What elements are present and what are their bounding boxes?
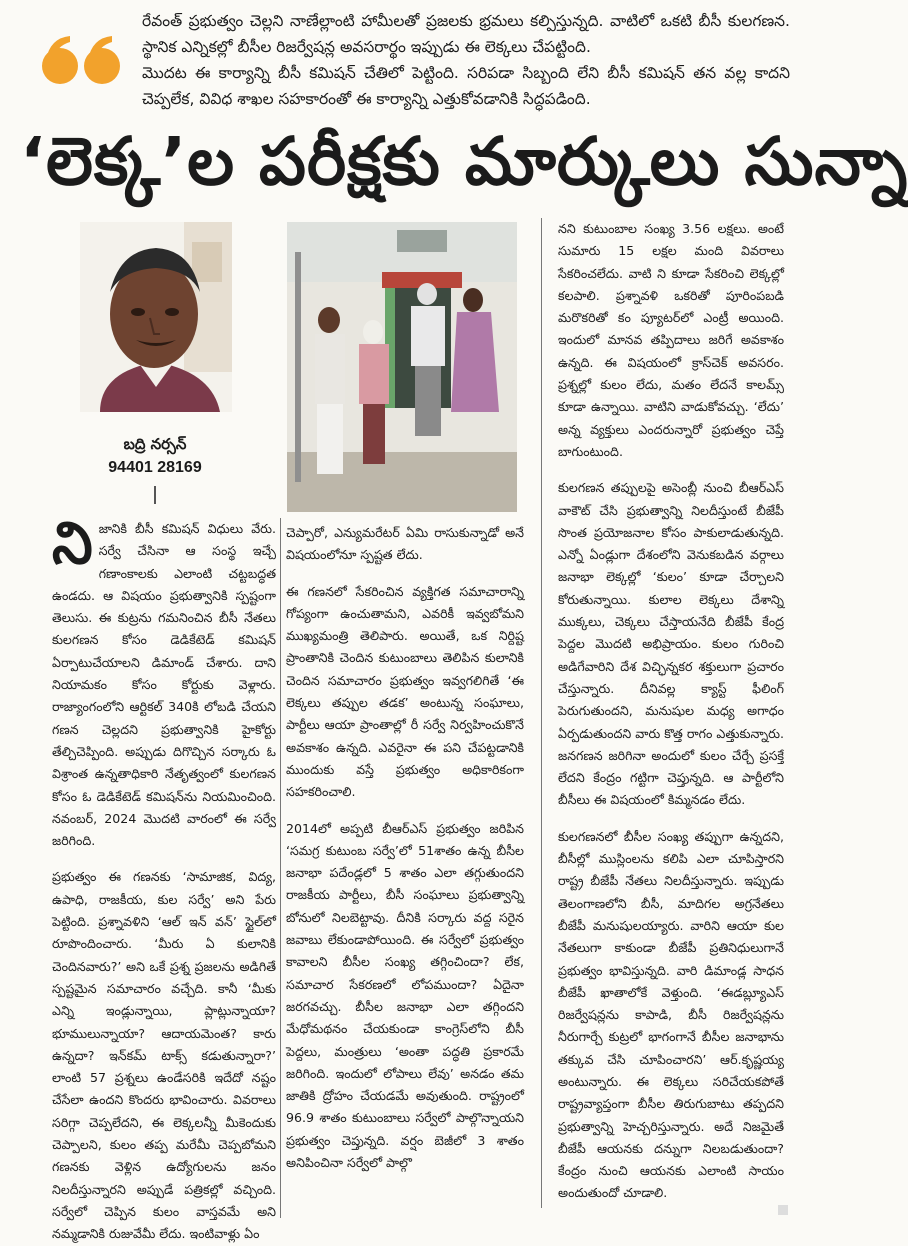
article-column-2 (286, 522, 524, 1212)
headline: ‘లెక్క’ల పరీక్షకు మార్కులు సున్నా (20, 123, 908, 200)
survey-photo (287, 222, 517, 512)
author-divider (154, 486, 156, 504)
author-block (70, 432, 240, 504)
author-portrait (80, 222, 232, 412)
column-rule-1 (280, 518, 281, 1218)
article-column-1 (52, 509, 276, 1242)
col3-paragraph-3: కులగణనలో బీసీల సంఖ్య తప్పుగా ఉన్నదని, బీసీల్లో ముస్లింలను కలిపి ఎలా చూపిస్తారని రాష్ట్ర బీజేపీ నేతలు నిలదీస్తున్నారు. ఇప్పుడు తెలంగాణలోని బీసీ, మాదిగల అగ్రనేతలు బీజేపీ మనుషులయ్యారు. వారిని ఆయా కుల నేతలుగా కాకుండా బీజేపీ ప్రతినిధులుగానే ప్రభుత్వం భావిస్తున్నది. వారి డిమాండ్ల సాధన బీజేపీ ఖాతాలోకే వెళ్తుంది. ‘ఈడబ్ల్యూఎస్ రిజర్వేషన్లను కాపాడి, బీసీ రిజర్వేషన్లను నీరుగార్చే కుట్రలో భాగంగానే బీసీల జనాభాను తక్కువ చేసి చూపించారని’ ఆర్.కృష్ణయ్య అంటున్నారు. ఈ లెక్కలు సరిచేయకపోతే రాష్ట్రవ్యాప్తంగా బీసీల తిరుగుబాటు తప్పదని ప్రభుత్వాన్ని హెచ్చరిస్తున్నారు. అదే నిజమైతే బీజేపీ ఆయనకు దన్నుగా నిలబడుతుందా? కేంద్రం నుంచి ఆయనకు ఎలాంటి సాయం అందుతుందో చూడాలి. (558, 828, 784, 1201)
lead-paragraph (142, 8, 790, 112)
article-column-3 (558, 218, 784, 1208)
col1-paragraph-1 (52, 509, 276, 852)
col1-paragraph-1-text: జానికి బీసీ కమిషన్ విధులు వేరు. సర్వే చేసినా ఆ సంస్థ ఇచ్చే గణాంకాలకు ఎలాంటి చట్టబద్ధత ఉండదు. ఆ విషయం ప్రభుత్వానికి స్పష్టంగా తెలుసు. ఈ కుట్రను గమనించిన బీసీ నేతలు కులగణన కోసం డెడికేటెడ్ కమిషన్ ఏర్పాటుచేయాలని డిమాండ్ చేశారు. దాని నియామకం కోసం కోర్టుకు వెళ్లారు. రాజ్యాంగంలోని ఆర్టికల్ 340కి లోబడి చేయని గణన చెల్లదని ప్రభుత్వానికి హైకోర్టు తేల్చిచెప్పింది. అప్పుడు దిగొచ్చిన సర్కారు ఓ విశ్రాంత ఉన్నతాధికారి నేతృత్వంలో కులగణన కోసం ఓ డెడికేటెడ్ కమిషన్‌ను నియమించింది. నవంబర్, 2024 మొదటి వారంలో ఈ సర్వే జరిగింది. (52, 521, 276, 849)
quote-marks-icon (40, 30, 126, 90)
lead-line-2: మొదట ఈ కార్యాన్ని బీసీ కమిషన్ చేతిలో పెట్టింది. సరిపడా సిబ్బంది లేని బీసీ కమిషన్ తన వల్ల కాదని చెప్పలేక, వివిధ శాఖల సహకారంతో ఈ కార్యాన్ని ఎత్తుకోవడానికి సిద్ధపడింది. (142, 64, 790, 108)
col1-paragraph-2: ప్రభుత్వం ఈ గణనకు ‘సామాజిక, విద్య, ఉపాధి, రాజకీయ, కుల సర్వే’ అని పేరు పెట్టింది. ప్రశ్నావళిని ‘ఆల్ ఇన్ వన్’ స్టైల్‌లో రూపొందించారు. ‘మీరు ఏ కులానికి చెందినవారు?’ అని ఒకే ప్రశ్న ప్రజలను అడిగితే స్పష్టమైన సమాచారం వచ్చేది. కానీ ‘మీకు ఎన్ని ఇండ్లున్నాయి, ప్లాట్లున్నాయా? భూములున్నాయా? ఆదాయమెంత? కారు ఉన్నదా? ఇన్‌కమ్ టాక్స్ కడుతున్నారా?’ లాంటి 57 ప్రశ్నలు ఉండేసరికి ఇదేదో నష్టం చేసేలా ఉందని కొందరు భావించారు. వివరాలు సరిగ్గా చెప్పలేదని, ఈ లెక్కలన్నీ మీకెందుకు చెప్పాలని, కులం తప్ప మరేమీ చెప్పబోమని గణనకు వెళ్లిన ఉద్యోగులను జనం నిలదీస్తున్నారని అప్పుడే పత్రికల్లో వచ్చింది. సర్వేలో చెప్పిన కులం వాస్తవమే అని నమ్మడానికి రుజువేమీ లేదు. ఇంటివాళ్లు ఏం (52, 869, 276, 1242)
col2-paragraph-2: ఈ గణనలో సేకరించిన వ్యక్తిగత సమాచారాన్ని గోప్యంగా ఉంచుతామని, ఎవరికీ ఇవ్వబోమని ముఖ్యమంత్రి తెలిపారు. అయితే, ఒక నిర్దిష్ట ప్రాంతానికి చెందిన కుటుంబాలు తెలిపిన కులానికి చెందిన సమాచారం ప్రభుత్వం ఇవ్వగలిగితే ‘ఈ లెక్కలు తప్పుల తడక’ అంటున్న సంఘాలు, పార్టీలు ఆయా ప్రాంతాల్లో రీ సర్వే నిర్వహించుకొనే అవకాశం ఉన్నది. ఎవరైనా ఈ పని చేపట్టడానికి ముందుకు వస్తే ప్రభుత్వం అధికారికంగా సహకరించాలి. (286, 583, 524, 800)
col2-paragraph-3: 2014లో అప్పటి బీఆర్ఎస్ ప్రభుత్వం జరిపిన ‘సమగ్ర కుటుంబ సర్వే’లో 51శాతం ఉన్న బీసీల జనాభా పదేండ్లలో 5 శాతం ఎలా తగ్గుతుందని రాజకీయ పార్టీలు, బీసీ సంఘాలు ప్రభుత్వాన్ని బోనులో నిలబెట్టావు. దీనికి సర్కారు వద్ద సరైన జవాబు లేకుండాపోయింది. ఈ సర్వేలో ప్రభుత్వం కావాలని బీసీల సంఖ్య తగ్గించిందా? లేక, సమాచార సేకరణలో లోపముందా? ఏదైనా జరగవచ్చు. బీసీల జనాభా ఎలా తగ్గిందని మేధోమథనం చేయకుండా కాంగ్రెస్‌లోని బీసీ పెద్దలు, మంత్రులు ‘అంతా పద్ధతి ప్రకారమే జరిగింది. ఇందులో లోపాలు లేవు’ అనడం తమ జాతికి ద్రోహం చేయడమే అవుతుంది. రాష్ట్రంలో 96.9 శాతం కుటుంబాలు సర్వేలో పాల్గొన్నాయని ప్రభుత్వం చెప్తున్నది. వర్షం బెజీలో 3 శాతం అనిపించినా సర్వేలో పాల్గొ (286, 820, 524, 1171)
author-name: బద్రి నర్సన్ (123, 435, 187, 453)
col3-paragraph-1: నని కుటుంబాల సంఖ్య 3.56 లక్షలు. అంటే సుమారు 15 లక్షల మంది వివరాలు సేకరించలేదు. వాటి ని కూడా సేకరించి లెక్కల్లో కలపాలి. ప్రశ్నావళి ఒకరితో పూరింపబడి మరొకరితో కం ప్యూటర్‌లో ఎంట్రీ అయింది. ఇందులో మానవ తప్పిదాలు జరిగే అవకాశం ఉన్నది. ఈ విషయంలో క్రాస్‌చెక్ అవసరం. ప్రశ్నల్లో కులం లేదు, మతం లేదనే కాలమ్స్ కూడా ఉన్నాయి. వాటిని వాడుకోవచ్చు. ‘లేదు’ అన్న వ్యక్తులు ఎందరున్నారో ప్రభుత్వం చెప్తే బాగుంటుంది. (558, 221, 784, 459)
drop-cap: ని (52, 509, 93, 577)
author-phone: 94401 28169 (108, 459, 202, 476)
lead-line-1: రేవంత్ ప్రభుత్వం చెల్లని నాణేల్లాంటి హామీలతో ప్రజలకు భ్రమలు కల్పిస్తున్నది. వాటిలో ఒకటి బీసీ కులగణన. స్థానిక ఎన్నికల్లో బీసీల రిజర్వేషన్ల అవసరార్థం ఇప్పుడు ఈ లెక్కలు చేపట్టింది. (142, 12, 790, 56)
column-rule-2 (541, 218, 542, 1208)
col2-paragraph-1: చెప్పారో, ఎన్యుమరేటర్ ఏమి రాసుకున్నాడో అనే విషయంలోనూ స్పష్టత లేదు. (286, 525, 524, 563)
col3-paragraph-2: కులగణన తప్పులపై అసెంబ్లీ నుంచి బీఆర్ఎస్ వాకౌట్ చేసి ప్రభుత్వాన్ని నిలదీస్తుంటే బీజేపీ సొంత ప్రయోజనాల కోసం పాకులాడుతున్నది. ఎన్నో ఏండ్లుగా దేశంలోని వెనుకబడిన వర్గాలు జనాభా లెక్కల్లో ‘కులం’ కూడా చేర్చాలని కోరుతున్నాయి. కులాల లెక్కలు దేశాన్ని ముక్కలు, చెక్కలు చేస్తాయనేది బీజేపీ కేంద్ర పెద్దల మొదటి అభిప్రాయం. కులం గురించి అడిగేవారిని దేశ విచ్ఛిన్నకర శక్తులుగా ప్రచారం చేస్తున్నారు. దీనివల్ల క్యాస్ట్ ఫీలింగ్ పెరుగుతుందని, మనుషుల మధ్య అగాధం ఏర్పడుతుందని వారు కొత్త రాగం ఎత్తుకున్నారు. జనగణన జరిగినా అందులో కులం చేర్చే ప్రసక్తే లేదని కేంద్రం గట్టిగా చెప్తున్నది. ఆ పార్టీలోని బీసీలు ఈ విషయంలో కిమ్మనడం లేదు. (558, 480, 784, 808)
corner-mark (778, 1205, 788, 1215)
